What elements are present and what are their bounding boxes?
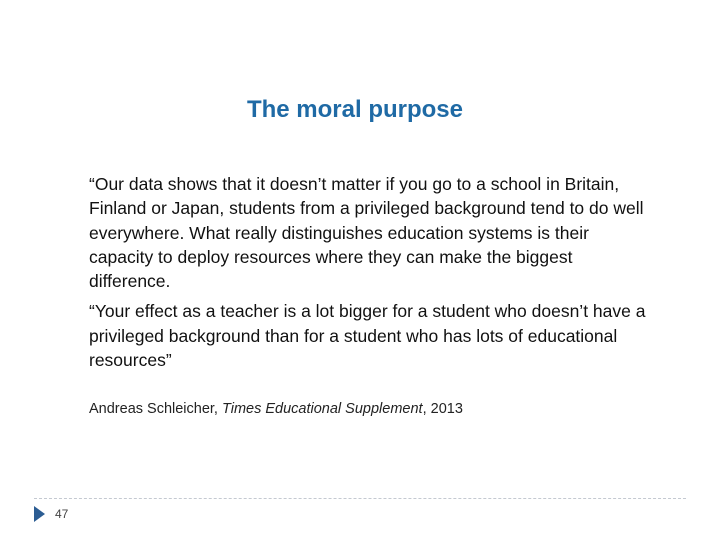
quote-block	[89, 172, 649, 372]
citation-publication: Times Educational Supplement	[222, 401, 423, 417]
citation	[89, 401, 463, 417]
footer-divider	[34, 498, 686, 499]
citation-author: Andreas Schleicher,	[89, 401, 222, 417]
quote-paragraph-2: “Your effect as a teacher is a lot bigger for a student who doesn’t have a privileged background than for a student who has lots of educational resources”	[89, 301, 646, 371]
citation-year: , 2013	[422, 401, 463, 417]
triangle-right-icon	[34, 506, 45, 522]
quote-paragraph-1: “Our data shows that it doesn’t matter if you go to a school in Britain, Finland or Japan, students from a privileged background tend to do well everywhere. What really distinguishes education systems is their capacity to deploy resources where they can make the biggest difference.	[89, 174, 644, 292]
slide-title: The moral purpose	[246, 96, 464, 123]
page-number: 47	[55, 507, 69, 521]
